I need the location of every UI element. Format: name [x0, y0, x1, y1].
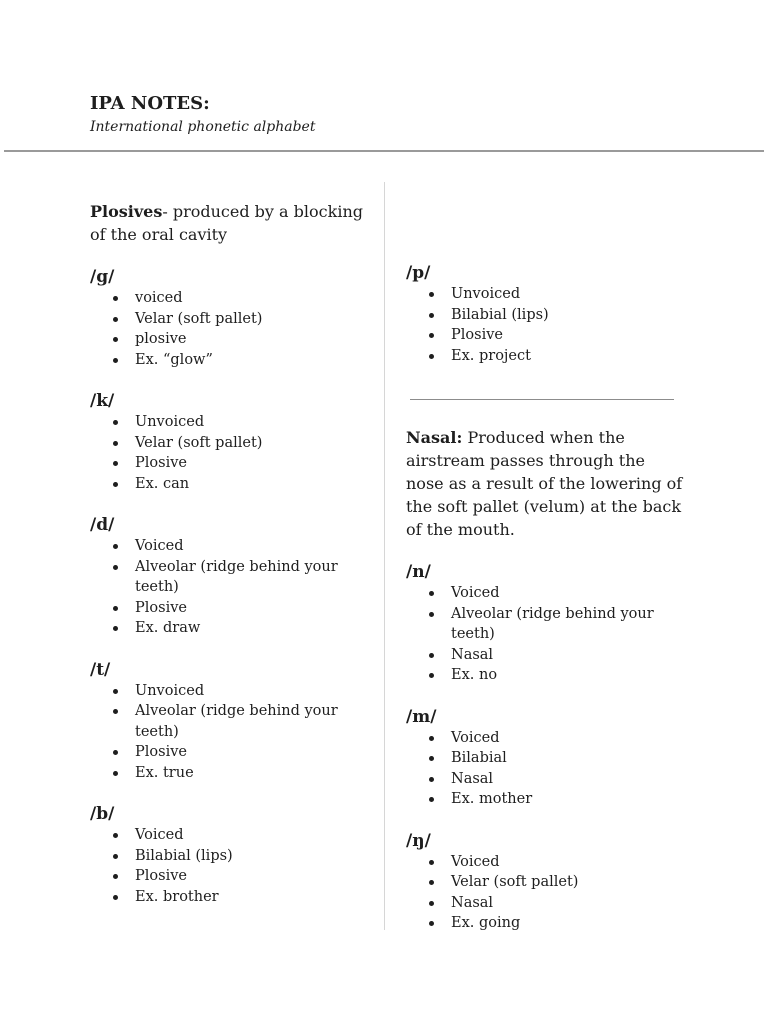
feature-list	[90, 412, 365, 494]
feature-item: Ex. project	[451, 346, 686, 367]
feature-item: Voiced	[135, 825, 365, 846]
feature-item: Alveolar (ridge behind your teeth)	[451, 604, 686, 645]
feature-item: Voiced	[451, 583, 686, 604]
feature-item: plosive	[135, 329, 365, 350]
feature-item: Ex. going	[451, 913, 686, 934]
feature-item: Alveolar (ridge behind your teeth)	[135, 557, 365, 598]
sound-entry-m	[406, 706, 686, 810]
sound-symbol: /b/	[90, 804, 115, 824]
feature-item: Ex. draw	[135, 618, 365, 639]
feature-list	[90, 536, 365, 639]
feature-list	[406, 284, 686, 366]
nasal-description: Produced when the airstream passes through the nose as a result of the lowering of the soft pallet (velum) at the back of the mouth.	[406, 428, 683, 539]
feature-item: Ex. mother	[451, 789, 686, 810]
document-title: IPA NOTES:	[90, 93, 210, 114]
feature-item: voiced	[135, 288, 365, 309]
nasal-column	[406, 426, 686, 934]
sound-symbol: /ŋ/	[406, 830, 431, 851]
feature-item: Nasal	[451, 769, 686, 790]
sound-entry-k	[90, 390, 365, 494]
feature-item: Plosive	[135, 742, 365, 763]
feature-item: Plosive	[451, 325, 686, 346]
feature-item: Voiced	[135, 536, 365, 557]
feature-item: Plosive	[135, 453, 365, 474]
feature-item: Unvoiced	[135, 412, 365, 433]
feature-item: Ex. “glow”	[135, 350, 365, 371]
plosives-column	[90, 200, 365, 907]
feature-item: Unvoiced	[135, 681, 365, 702]
plosives-intro	[90, 200, 365, 246]
feature-list	[406, 728, 686, 810]
feature-item: Ex. no	[451, 665, 686, 686]
sound-entry-t	[90, 659, 365, 784]
feature-item: Plosive	[135, 598, 365, 619]
feature-item: Voiced	[451, 852, 686, 873]
nasal-intro	[406, 426, 686, 541]
column-divider	[384, 182, 385, 930]
feature-item: Unvoiced	[451, 284, 686, 305]
feature-item: Bilabial (lips)	[135, 846, 365, 867]
feature-item: Bilabial (lips)	[451, 305, 686, 326]
sound-entry-p	[406, 262, 686, 366]
sound-entry-eng	[406, 830, 686, 934]
sound-entry-d	[90, 514, 365, 639]
sound-symbol: /p/	[406, 263, 431, 283]
sound-symbol: /g/	[90, 267, 115, 287]
feature-item: Plosive	[135, 866, 365, 887]
sound-entry-n	[406, 561, 686, 686]
feature-list	[90, 825, 365, 907]
feature-item: Velar (soft pallet)	[135, 433, 365, 454]
feature-item: Nasal	[451, 645, 686, 666]
feature-item: Voiced	[451, 728, 686, 749]
sound-entry-b	[90, 803, 365, 907]
feature-item: Nasal	[451, 893, 686, 914]
plosives-term: Plosives	[90, 202, 163, 221]
sound-symbol: /n/	[406, 562, 431, 582]
feature-list	[90, 681, 365, 784]
feature-item: Velar (soft pallet)	[135, 309, 365, 330]
sound-symbol: /d/	[90, 515, 115, 535]
feature-item: Ex. true	[135, 763, 365, 784]
feature-item: Bilabial	[451, 748, 686, 769]
feature-list	[406, 583, 686, 686]
feature-list	[406, 852, 686, 934]
document-subtitle: International phonetic alphabet	[90, 119, 316, 135]
header-divider	[4, 150, 764, 152]
feature-item: Ex. can	[135, 474, 365, 495]
section-divider	[410, 399, 674, 400]
nasal-term: Nasal:	[406, 428, 463, 447]
feature-list	[90, 288, 365, 370]
feature-item: Alveolar (ridge behind your teeth)	[135, 701, 365, 742]
plosives-description: - produced by a blocking of the oral cavity	[90, 202, 363, 244]
sound-symbol: /m/	[406, 706, 437, 727]
feature-item: Velar (soft pallet)	[451, 872, 686, 893]
sound-symbol: /t/	[90, 659, 111, 680]
feature-item: Ex. brother	[135, 887, 365, 908]
sound-entry-g	[90, 266, 365, 370]
sound-symbol: /k/	[90, 391, 115, 411]
